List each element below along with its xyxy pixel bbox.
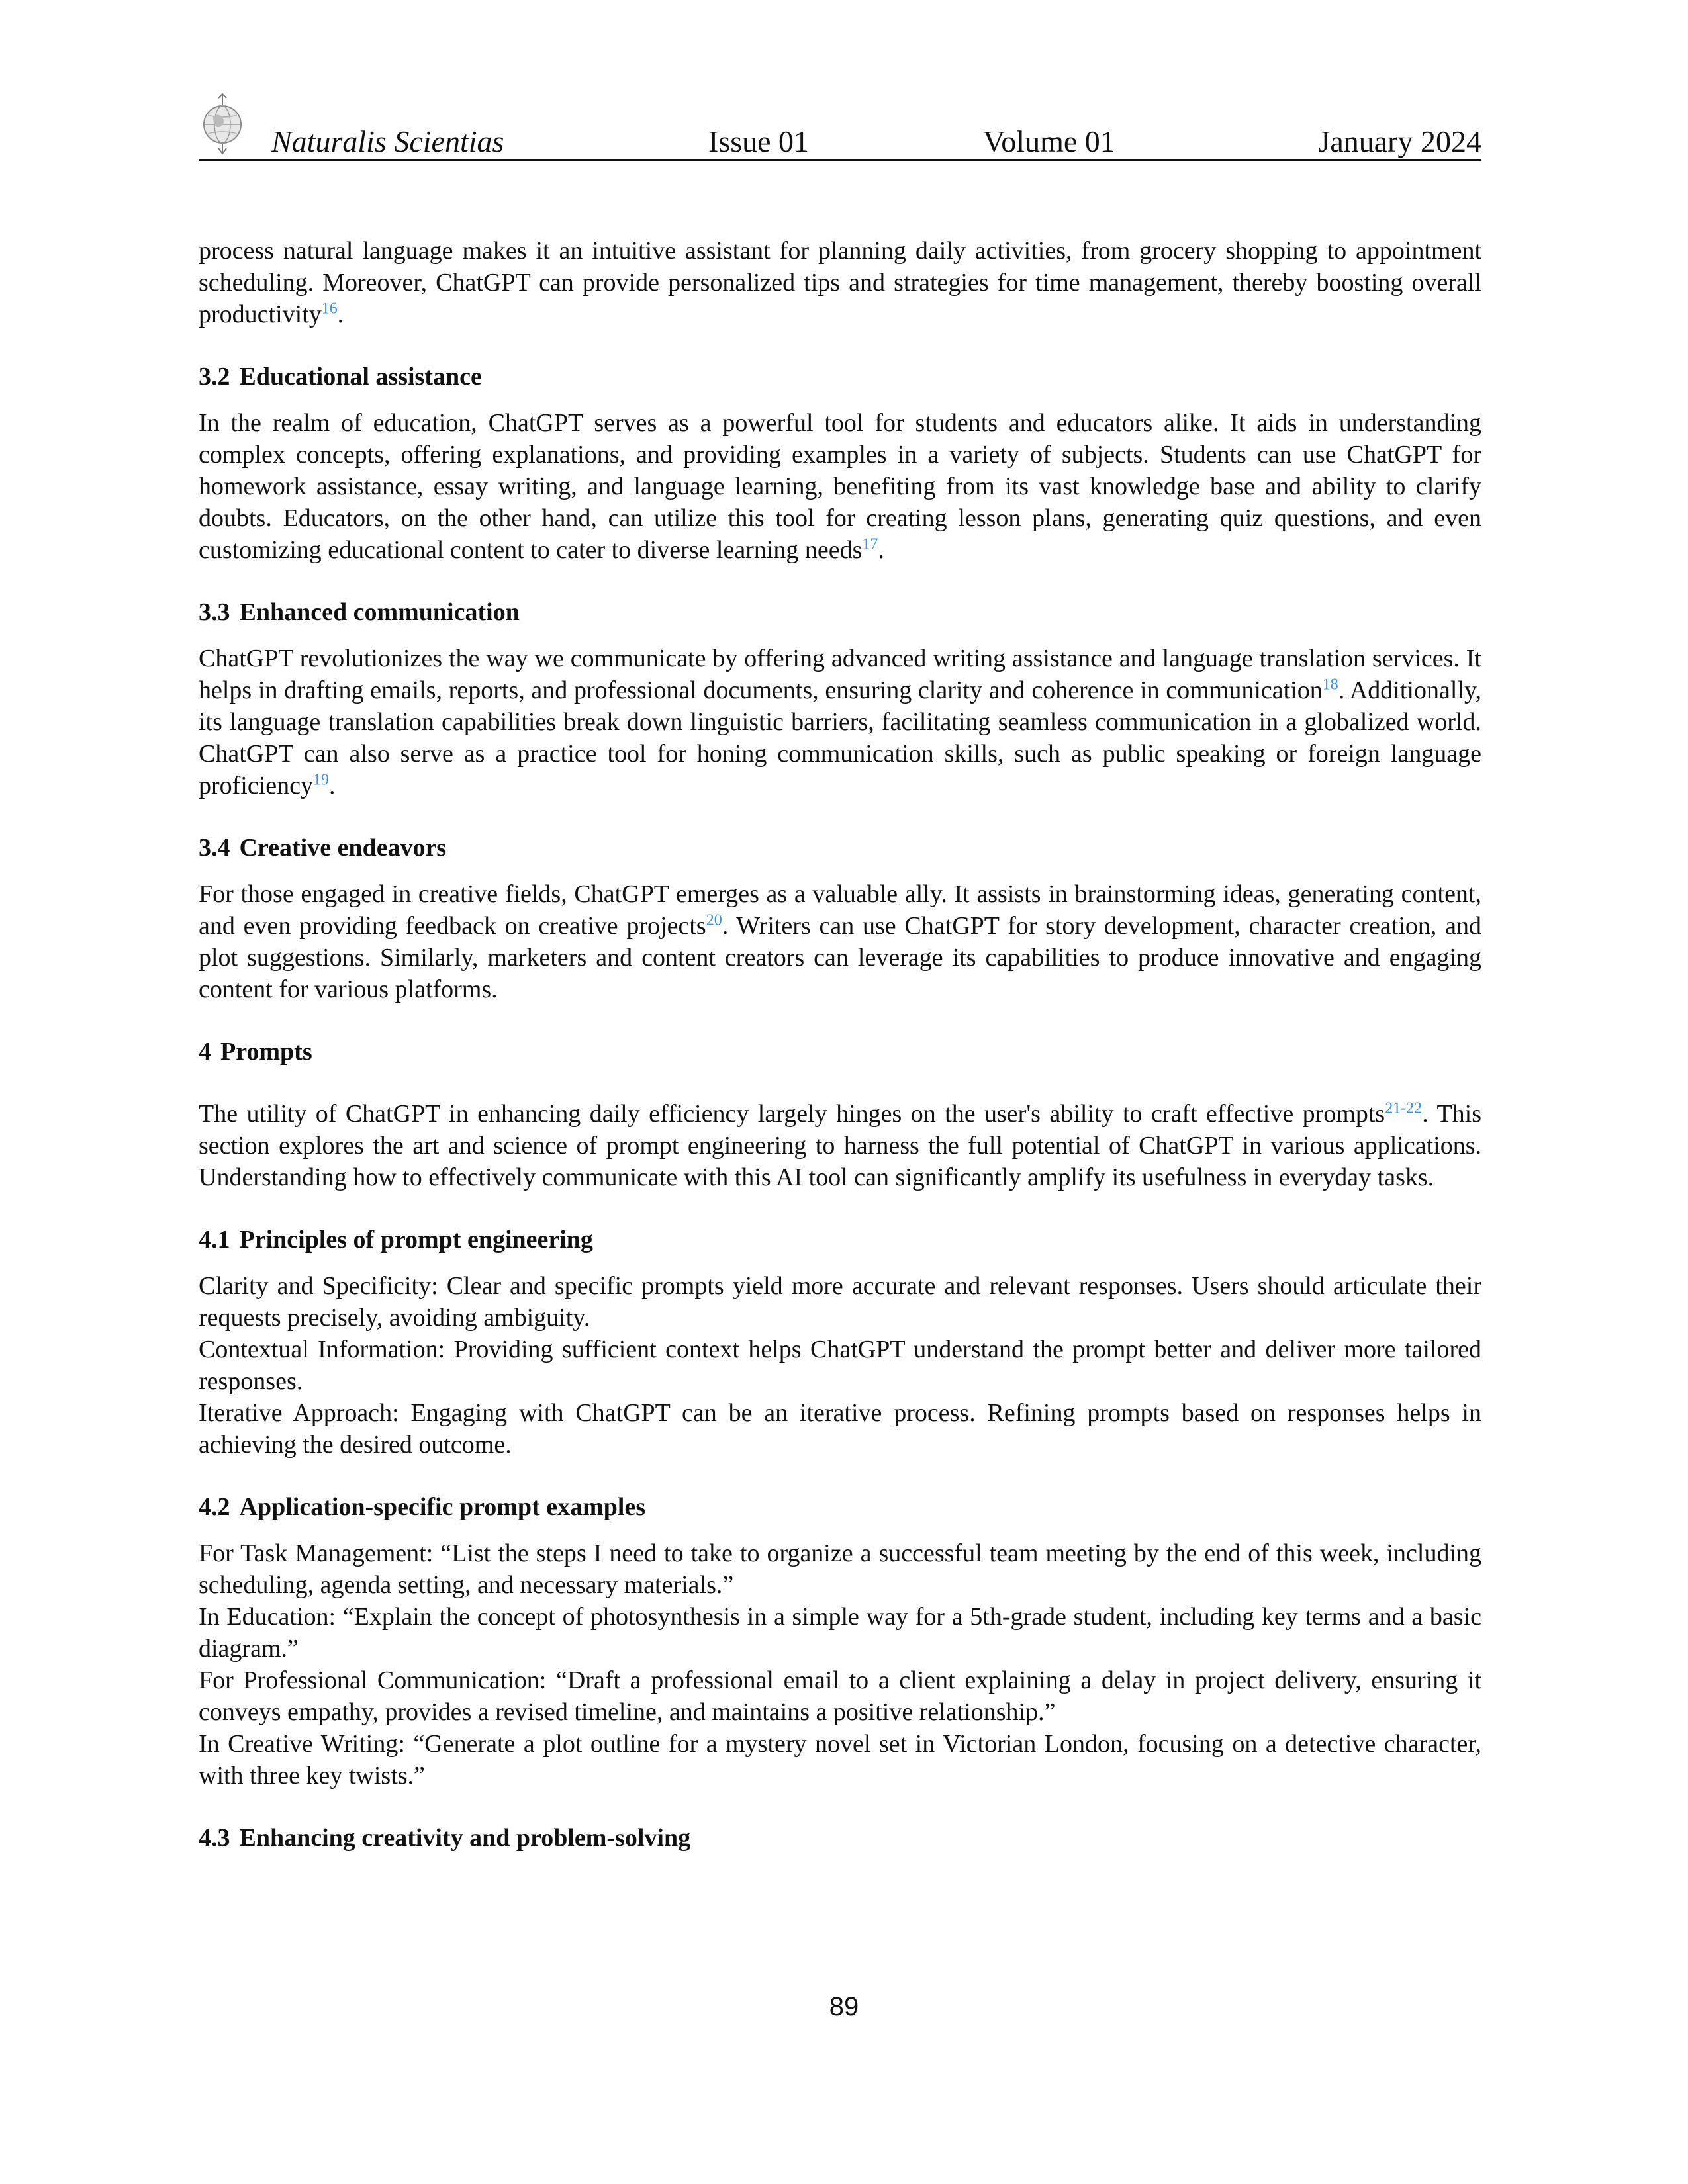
- principle-item: Clarity and Specificity: Clear and specific prompts yield more accurate and relevant responses. Users should articulate their requests precisely, avoiding ambiguity.: [199, 1272, 1481, 1332]
- citation-ref[interactable]: 18: [1322, 676, 1338, 694]
- principle-item: Contextual Information: Providing sufficient context helps ChatGPT understand the prompt better and deliver more tailored responses.: [199, 1336, 1481, 1395]
- citation-ref[interactable]: 20: [706, 911, 722, 929]
- principle-item: Iterative Approach: Engaging with ChatGPT can be an iterative process. Refining prompts based on responses helps in achieving the desired outcome.: [199, 1399, 1481, 1459]
- volume-number: Volume 01: [983, 124, 1115, 158]
- running-header: [199, 93, 1481, 161]
- prompt-example-item: For Task Management: “List the steps I need to take to organize a successful team meeting by the end of this week, including scheduling, agenda setting, and necessary materials.”: [199, 1539, 1481, 1599]
- section-heading-3-3: 3.3 Enhanced communication: [199, 598, 520, 626]
- prompt-example-item: In Creative Writing: “Generate a plot outline for a mystery novel set in Victorian London, focusing on a detective character, with three key twists.”: [199, 1730, 1481, 1790]
- section-3-4-paragraph: For those engaged in creative fields, ChatGPT emerges as a valuable ally. It assists in brainstorming ideas, generating content, and even providing feedback on creative projects$^{20}$. Writers can use ChatGPT for story development, character creation, and plot suggestions. Similarly, marketers and content creators can leverage its capabilities to produce innovative and engaging content for various platforms.: [199, 880, 1481, 1003]
- section-heading-4-3: 4.3 Enhancing creativity and problem-solving: [199, 1824, 691, 1852]
- intro-paragraph: process natural language makes it an intuitive assistant for planning daily activities, from grocery shopping to appointment scheduling. Moreover, ChatGPT can provide personalized tips and strategies for time management, thereby boosting overall productivity$^{16}$.: [199, 237, 1481, 328]
- section-3-3-paragraph: ChatGPT revolutionizes the way we communicate by offering advanced writing assistance and language translation services. It helps in drafting emails, reports, and professional documents, ensuring clarity and coherence in communication$^{18}$. Additionally, its language translation capabilities break down linguistic barriers, facilitating seamless communication in a globalized world. ChatGPT can also serve as a practice tool for honing communication skills, such as public speaking or foreign language proficiency$^{19}$.: [199, 645, 1481, 799]
- section-heading-3-4: 3.4 Creative endeavors: [199, 834, 447, 862]
- citation-ref[interactable]: 19: [313, 771, 330, 789]
- issue-number: Issue 01: [708, 124, 810, 158]
- publication-date: January 2024: [1318, 124, 1481, 158]
- section-4-paragraph: The utility of ChatGPT in enhancing daily efficiency largely hinges on the user's ability to craft effective prompts$^{21-22}$. This section explores the art and science of prompt engineering to harness the full potential of ChatGPT in various applications. Understanding how to effectively communicate with this AI tool can significantly amplify its usefulness in everyday tasks.: [199, 1099, 1481, 1191]
- section-heading-4-1: 4.1 Principles of prompt engineering: [199, 1226, 593, 1253]
- citation-ref[interactable]: 16: [321, 300, 338, 318]
- journal-logo-globe-icon: [199, 93, 246, 155]
- prompt-example-item: In Education: “Explain the concept of photosynthesis in a simple way for a 5th-grade student, including key terms and a basic diagram.”: [199, 1603, 1481, 1662]
- citation-ref[interactable]: 21-22: [1385, 1099, 1423, 1117]
- article-body: [199, 235, 1481, 1868]
- prompt-example-item: For Professional Communication: “Draft a professional email to a client explaining a delay in project delivery, ensuring it conveys empathy, provides a revised timeline, and maintains a positive relationship.”: [199, 1666, 1481, 1726]
- journal-name: Naturalis Scientias: [271, 124, 504, 158]
- section-heading-4: 4 Prompts: [199, 1038, 312, 1066]
- page-number: 89: [829, 1992, 859, 2021]
- section-heading-4-2: 4.2 Application-specific prompt examples: [199, 1493, 646, 1521]
- section-heading-3-2: 3.2 Educational assistance: [199, 363, 482, 390]
- citation-ref[interactable]: 17: [862, 535, 878, 553]
- section-3-2-paragraph: In the realm of education, ChatGPT serves as a powerful tool for students and educators alike. It aids in understanding complex concepts, offering explanations, and providing examples in a variety of subjects. Students can use ChatGPT for homework assistance, essay writing, and language learning, benefiting from its vast knowledge base and ability to clarify doubts. Educators, on the other hand, can utilize this tool for creating lesson plans, generating quiz questions, and even customizing educational content to cater to diverse learning needs$^{17}$.: [199, 409, 1481, 564]
